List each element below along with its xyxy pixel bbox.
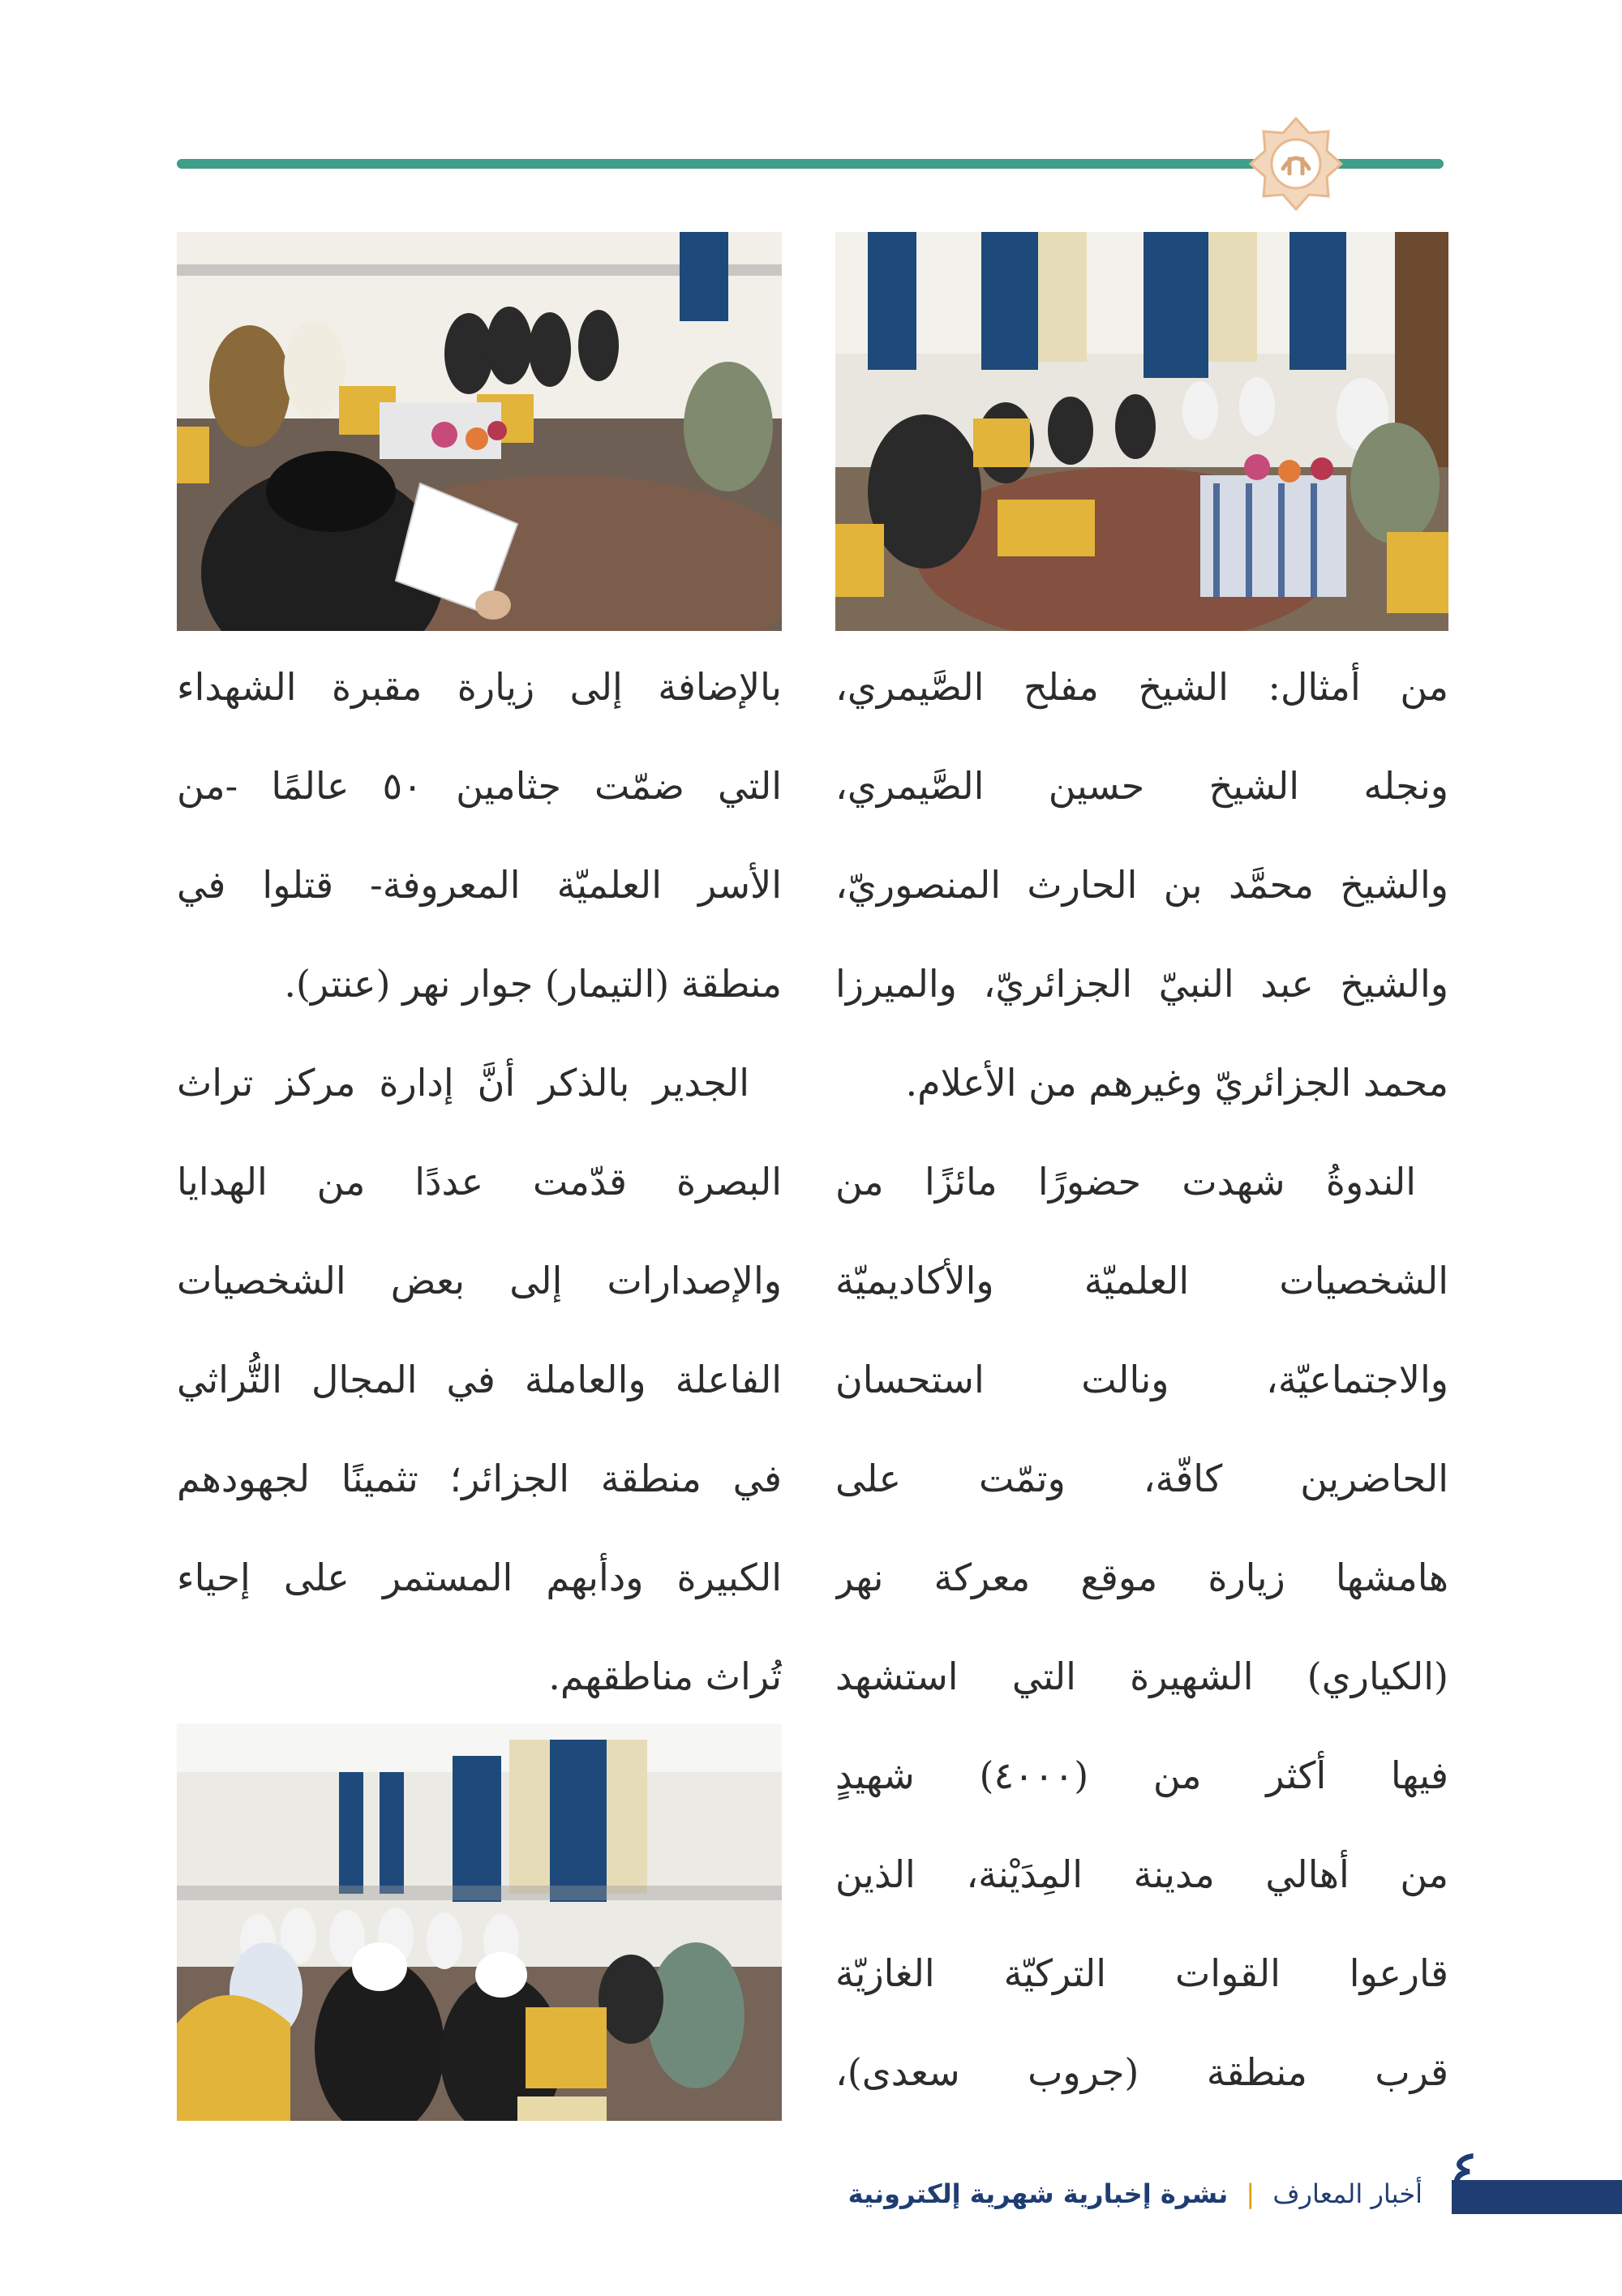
- text-line: تُراث مناطقهم.: [548, 1654, 782, 1698]
- text-line: الجدير بالذكر أنَّ إدارة مركز تراث: [177, 1061, 749, 1105]
- text-line: من أهالي مدينة المِدَيْنة، الذين: [835, 1852, 1448, 1896]
- text-line: الحاضرين كافّة، وتمّت على: [835, 1457, 1448, 1500]
- photo-seminar-hall-right: [835, 232, 1448, 631]
- footer-separator: |: [1246, 2178, 1255, 2209]
- text-line: فيها أكثر من (٤٠٠٠) شهيدٍ: [835, 1753, 1448, 1797]
- text-line: قرب منطقة (جروب سعدى)،: [835, 2050, 1448, 2094]
- footer-brand: أخبار المعارف: [1272, 2178, 1422, 2209]
- text-line: بالإضافة إلى زيارة مقبرة الشهداء: [177, 665, 782, 709]
- article-right-column: [835, 637, 1448, 2122]
- text-line: (الكياري) الشهيرة التي استشهد: [835, 1654, 1448, 1698]
- text-line: الأسر العلميّة المعروفة- قتلوا في: [177, 863, 782, 907]
- text-line: من أمثال: الشيخ مفلح الصَّيمري،: [835, 665, 1448, 709]
- text-line: الكبيرة ودأبهم المستمر على إحياء: [177, 1556, 782, 1599]
- footer-tagline: نشرة إخبارية شهرية إلكترونية: [847, 2178, 1229, 2209]
- text-line: ونجله الشيخ حسين الصَّيمري،: [835, 764, 1448, 808]
- article-left-column: [177, 637, 782, 1726]
- text-line: والشيخ عبد النبيّ الجزائريّ، والميرزا: [835, 962, 1448, 1006]
- institution-emblem-icon: [1247, 115, 1345, 212]
- text-line: الفاعلة والعاملة في المجال التُّراثي: [177, 1358, 782, 1401]
- text-line: والشيخ محمَّد بن الحارث المنصوريّ،: [835, 863, 1448, 907]
- text-line: في منطقة الجزائر؛ تثمينًا لجهودهم: [177, 1457, 782, 1500]
- text-line: هامشها زيارة موقع معركة نهر: [835, 1556, 1448, 1599]
- text-line: والاجتماعيّة، ونالت استحسان: [835, 1358, 1448, 1401]
- text-line: والإصدارات إلى بعض الشخصيات: [177, 1259, 782, 1302]
- text-line: منطقة (التيمار) جوار نهر (عنتر).: [284, 962, 782, 1006]
- photo-audience-bottom: [177, 1723, 782, 2121]
- text-line: الشخصيات العلميّة والأكاديميّة: [835, 1259, 1448, 1302]
- page-number: ٤: [1448, 2136, 1483, 2209]
- text-line: محمد الجزائريّ وغيرهم من الأعلام.: [905, 1061, 1448, 1105]
- footer-publication: [848, 2178, 1422, 2209]
- text-line: التي ضمّت جثامين ٥٠ عالمًا -من: [177, 764, 782, 808]
- text-line: قارعوا القوات التركيّة الغازيّة: [835, 1951, 1448, 1995]
- text-line: الندوةُ شهدت حضورًا مائزًا من: [835, 1160, 1416, 1204]
- photo-seminar-reading-left: [177, 232, 782, 631]
- text-line: البصرة قدّمت عددًا من الهدايا: [177, 1160, 782, 1204]
